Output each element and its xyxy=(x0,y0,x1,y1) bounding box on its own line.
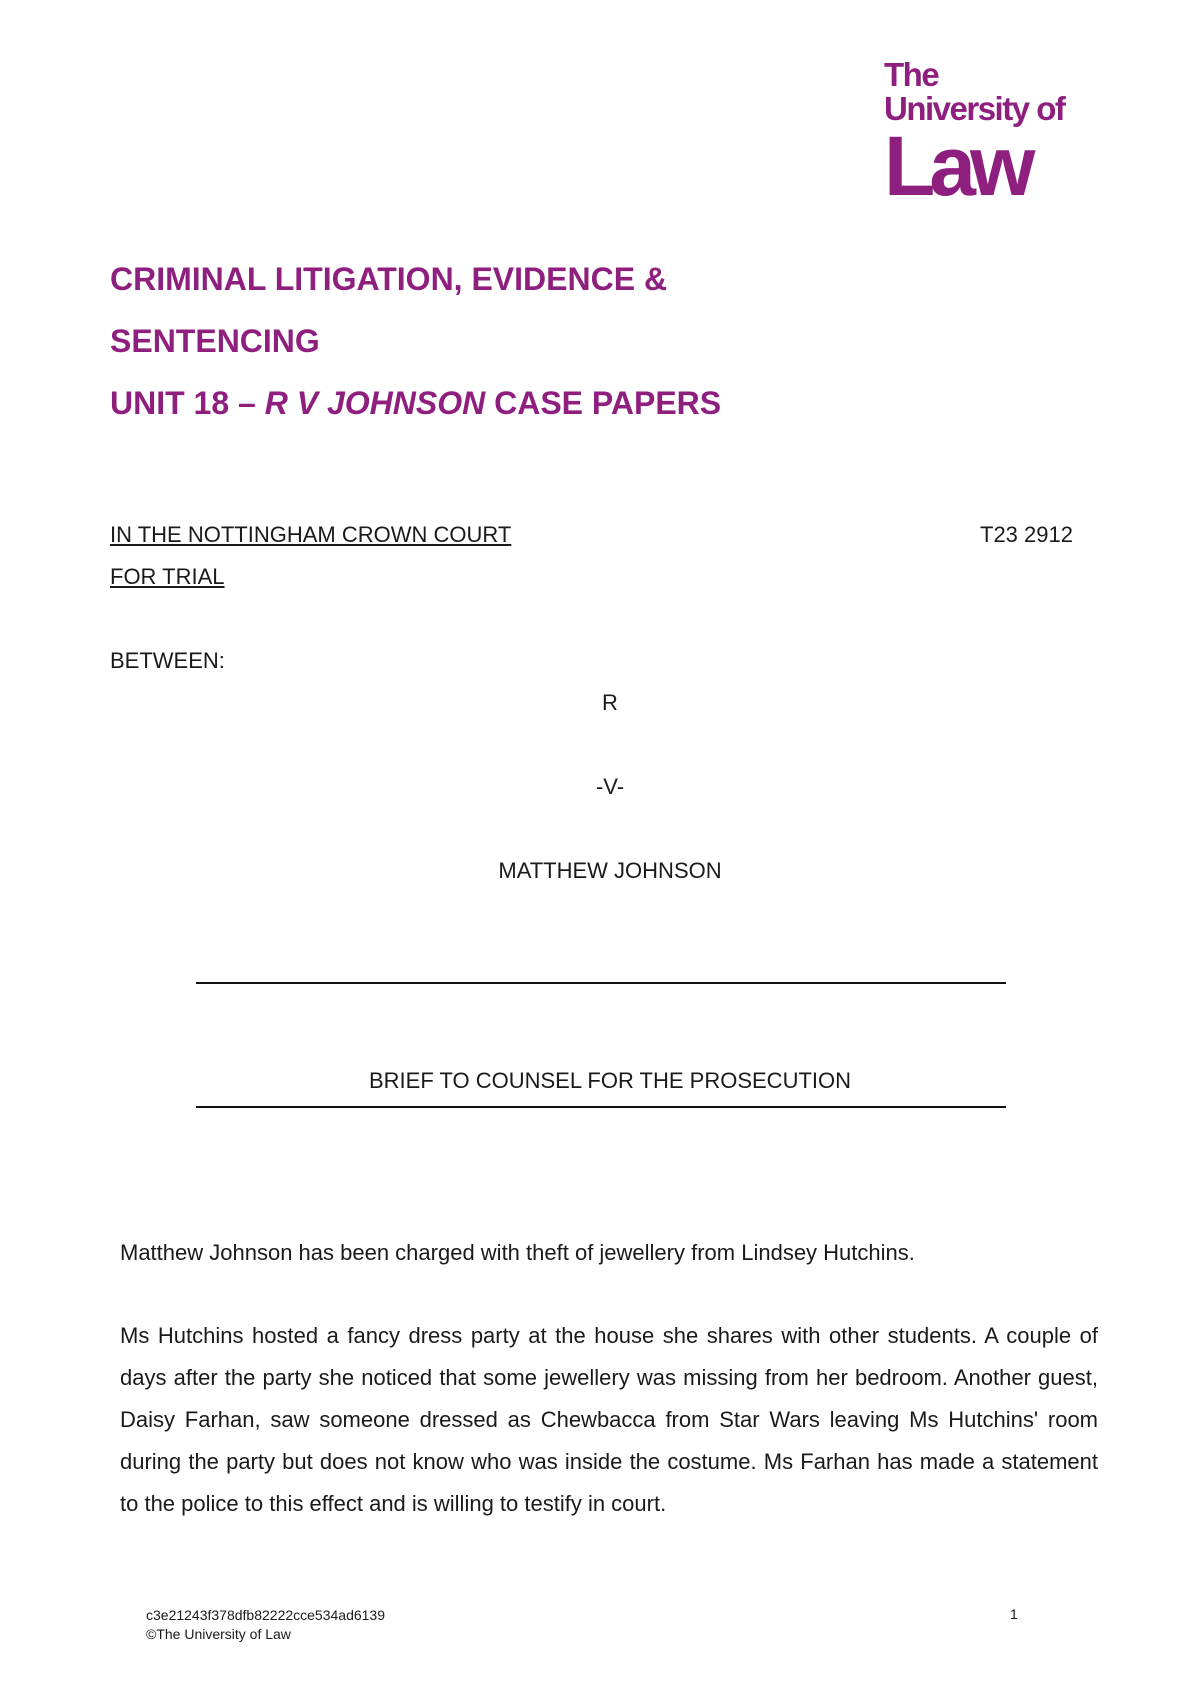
party-prosecution: R xyxy=(602,690,618,715)
case-number: T23 2912 xyxy=(980,522,1073,547)
university-of-law-logo xyxy=(884,56,1065,213)
title-line-3 xyxy=(110,372,721,434)
body-paragraph-1: Matthew Johnson has been charged with theft of jewellery from Lindsey Hutchins. xyxy=(120,1240,915,1265)
divider-top xyxy=(196,982,1006,984)
party-defendant: MATTHEW JOHNSON xyxy=(498,858,722,883)
court-name: IN THE NOTTINGHAM CROWN COURT xyxy=(110,522,512,547)
title-line-2: SENTENCING xyxy=(110,323,320,359)
title-case-name: R V JOHNSON xyxy=(264,385,486,421)
title-line-1: CRIMINAL LITIGATION, EVIDENCE & xyxy=(110,261,668,297)
title-unit-prefix: UNIT 18 – xyxy=(110,385,265,421)
body-paragraph-2: Ms Hutchins hosted a fancy dress party at the house she shares with other students. A couple of days after the party she noticed that some jewellery was missing from her bedroom. Another guest, Daisy Farhan, saw someone dressed as Chewbacca from Star Wars leaving Ms Hutchins' room during the party but does not know who was inside the costume. Ms Farhan has made a statement to the police to this effect and is willing to testify in court. xyxy=(120,1323,1098,1516)
footer-document-code: c3e21243f378dfb82222cce534ad6139 xyxy=(146,1607,386,1623)
document-title xyxy=(110,248,721,434)
divider-bottom xyxy=(196,1106,1006,1108)
versus-label: -V- xyxy=(595,774,625,799)
title-case-suffix: CASE PAPERS xyxy=(485,385,722,421)
footer xyxy=(146,1606,385,1644)
logo-line-law: Law xyxy=(884,119,1030,213)
between-label: BETWEEN: xyxy=(110,648,225,673)
for-trial-label: FOR TRIAL xyxy=(110,564,225,589)
footer-copyright: ©The University of Law xyxy=(146,1626,291,1642)
logo-line-the: The xyxy=(884,56,939,93)
brief-title: BRIEF TO COUNSEL FOR THE PROSECUTION xyxy=(368,1068,852,1093)
page-number: 1 xyxy=(1010,1606,1018,1622)
logo-line-university-of: University of xyxy=(884,90,1065,127)
